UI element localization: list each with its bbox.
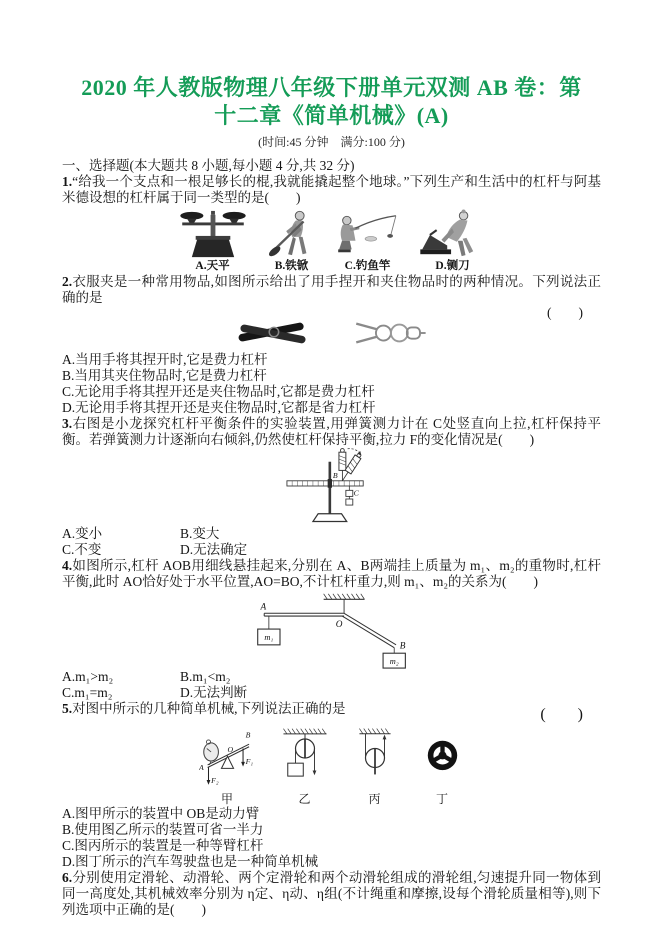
question-1-text <box>62 174 601 206</box>
spring-scale-vertical <box>338 449 345 481</box>
question-3-option-b: B.变大 <box>180 526 220 541</box>
label-point-b: B <box>332 471 338 481</box>
question-3-option-c: C.不变 <box>62 542 102 557</box>
label-mass-2: m₂ <box>389 656 399 666</box>
question-2-body: 衣服夹是一种常用物品,如图所示给出了用手捏开和夹住物品时的两种情况。下列说法正确的是 <box>62 274 601 305</box>
lever-aob-illustration <box>243 591 421 669</box>
figure-label-ding: 丁 <box>435 792 448 806</box>
figure-label-fishing-rod: C.钓鱼竿 <box>344 260 391 272</box>
figure-label-balance: A.天平 <box>195 260 230 272</box>
label-point-b: B <box>245 730 250 740</box>
question-5-number: 5. <box>62 701 73 716</box>
question-1-number: 1. <box>62 174 73 189</box>
balance-scale-illustration <box>176 209 250 259</box>
label-point-a: A <box>198 763 204 773</box>
section-heading: 一、选择题(本大题共 8 小题,每小题 4 分,共 32 分) <box>62 158 355 173</box>
question-2-option-a: A.当用手将其捏开时,它是费力杠杆 <box>62 352 268 367</box>
question-2-answer-bracket: ( ) <box>547 305 583 320</box>
lever-experiment-apparatus-illustration <box>280 446 384 526</box>
fishing-rod-person-illustration <box>334 209 402 259</box>
ceiling-hatch <box>323 594 364 600</box>
question-4-text <box>62 558 601 590</box>
question-5-body: 对图中所示的几种简单机械,下列说法正确的是 <box>72 701 346 716</box>
movable-pulley-illustration <box>354 726 396 790</box>
figure-label-bing: 丙 <box>368 792 381 806</box>
question-5-option-c: C.图丙所示的装置是一种等臂杠杆 <box>62 838 264 853</box>
figure-fixed-pulley-cell <box>280 726 330 806</box>
question-5-line <box>62 701 601 724</box>
question-4-option-c: C.m₁=m₂ <box>62 685 113 700</box>
page-title <box>62 74 601 130</box>
figure-movable-pulley-cell <box>354 726 396 806</box>
question-2-option-d: D.无论用手将其捏开还是夹住物品时,它都是省力杠杆 <box>62 400 376 415</box>
question-3-options <box>62 526 601 558</box>
question-4-number: 4. <box>62 558 73 573</box>
question-2-text <box>62 274 601 306</box>
question-2-figure <box>62 316 601 350</box>
question-6-number: 6. <box>62 870 73 885</box>
label-point-c: C <box>353 488 359 498</box>
question-3-option-a: A.变小 <box>62 526 103 541</box>
question-6-text <box>62 870 601 918</box>
question-5-option-a: A.图甲所示的装置中 OB是动力臂 <box>62 806 260 821</box>
question-3-body: 右图是小龙探究杠杆平衡条件的实验装置,用弹簧测力计在 C处竖直向上拉,杠杆保持平衡。若弹簧测力计逐渐向右倾斜,仍然使杠杆保持平衡,拉力 F的变化情况是( ) <box>62 416 601 447</box>
question-4-options <box>62 669 601 701</box>
figure-label-yi: 乙 <box>298 792 311 806</box>
figure-fishing-cell <box>334 209 402 273</box>
question-2-option-c: C.无论用手将其捏开还是夹住物品时,它都是费力杠杆 <box>62 384 375 399</box>
label-point-o: O <box>335 620 342 631</box>
figure-lever-cell <box>199 726 256 806</box>
question-5-figure <box>62 726 601 806</box>
question-4-option-b: B.m₁<m₂ <box>180 669 231 684</box>
title-line-1: 2020 年人教版物理八年级下册单元双测 AB 卷：第 <box>81 75 582 100</box>
question-4-figure <box>62 591 601 669</box>
question-2-number: 2. <box>62 274 73 289</box>
question-1-figure <box>62 209 601 273</box>
figure-label-jia: 甲 <box>220 792 233 806</box>
clothespin-clamping-illustration <box>351 318 429 348</box>
figure-label-cutter: D.铡刀 <box>435 260 470 272</box>
figure-steering-wheel-cell <box>420 726 465 806</box>
figure-label-shovel: B.铁锨 <box>274 260 309 272</box>
hay-cutter-person-illustration <box>418 209 488 259</box>
clothespin-pinched-illustration <box>235 316 311 350</box>
question-1-body: “给我一个支点和一根足够长的棍,我就能撬起整个地球。”下列生产和生活中的杠杆与阿基米德设想的杠杆属于同一类型的是( ) <box>62 174 601 205</box>
label-force-2: F₂ <box>210 776 219 786</box>
question-5-text <box>62 701 346 717</box>
question-3-figure <box>62 446 601 526</box>
label-point-o: O <box>227 744 233 754</box>
figure-shovel-cell <box>266 209 318 273</box>
question-4-body: 如图所示,杠杆 AOB用细线悬挂起来,分别在 A、B两端挂上质量为 m₁、m₂的重物时,杠杆平衡,此时 AO恰好处于水平位置,AO=BO,不计杠杆重力,则 m₁、m₂的关系为( ) <box>62 558 601 589</box>
label-mass-1: m₁ <box>263 633 273 643</box>
question-4-option-a: A.m₁>m₂ <box>62 669 114 684</box>
question-3-text <box>62 416 601 448</box>
shovel-person-illustration <box>266 209 318 259</box>
label-point-a: A <box>260 602 266 613</box>
question-3-number: 3. <box>62 416 73 431</box>
title-line-2: 十二章《简单机械》(A) <box>214 103 449 128</box>
figure-balance-cell <box>176 209 250 273</box>
question-5-answer-bracket: ( ) <box>540 706 583 723</box>
steering-wheel-illustration <box>420 726 465 790</box>
lever-with-forces-illustration <box>199 726 256 790</box>
figure-cutter-cell <box>418 209 488 273</box>
question-5-option-d: D.图丁所示的汽车驾驶盘也是一种简单机械 <box>62 854 319 869</box>
question-5-option-b: B.使用图乙所示的装置可省一半力 <box>62 822 264 837</box>
label-point-b: B <box>399 641 405 652</box>
question-4-option-d: D.无法判断 <box>180 685 248 700</box>
fixed-pulley-illustration <box>280 726 330 790</box>
question-2-option-b: B.当用其夹住物品时,它是费力杠杆 <box>62 368 267 383</box>
label-force-1: F₁ <box>245 757 253 767</box>
exam-info-line: (时间:45 分钟 满分:100 分) <box>258 135 405 149</box>
question-3-option-d: D.无法确定 <box>180 542 248 557</box>
question-6-body: 分别使用定滑轮、动滑轮、两个定滑轮和两个动滑轮组成的滑轮组,匀速提升同一物体到同一高度处,其机械效率分别为 η定、η动、η组(不计绳重和摩擦,设每个滑轮质量相等),则下列选项中正确的是( ) <box>62 870 601 917</box>
